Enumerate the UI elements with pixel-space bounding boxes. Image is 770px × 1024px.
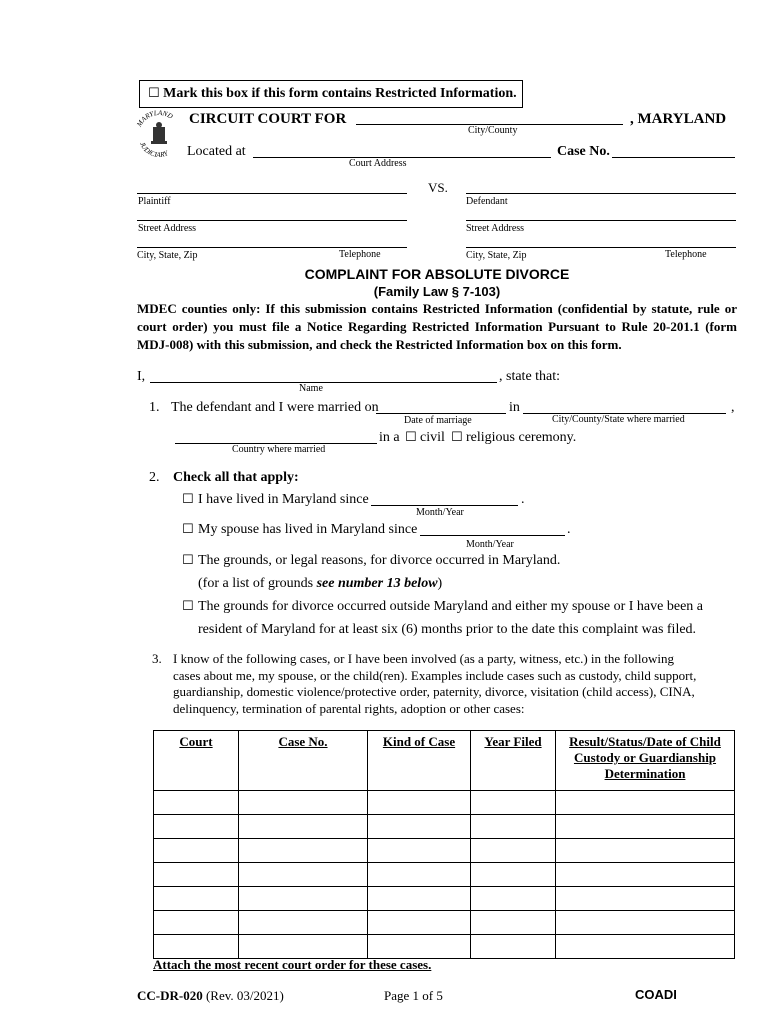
table-row bbox=[154, 839, 735, 863]
table-cell[interactable] bbox=[368, 863, 471, 887]
item1-in-label: in bbox=[509, 400, 520, 415]
court-address-caption: Court Address bbox=[349, 158, 407, 169]
lived-in-md-label: I have lived in Maryland since bbox=[198, 492, 369, 507]
lived-period: . bbox=[521, 492, 525, 507]
plaintiff-city-caption: City, State, Zip bbox=[137, 250, 198, 261]
marriage-date-field[interactable] bbox=[376, 413, 506, 414]
spouse-lived-checkbox[interactable]: ☐ bbox=[182, 522, 194, 537]
plaintiff-telephone-caption: Telephone bbox=[339, 249, 381, 260]
table-cell[interactable] bbox=[556, 863, 735, 887]
table-cell[interactable] bbox=[239, 815, 368, 839]
name-caption: Name bbox=[299, 383, 323, 394]
table-cell[interactable] bbox=[556, 887, 735, 911]
table-cell[interactable] bbox=[368, 911, 471, 935]
table-cell[interactable] bbox=[154, 839, 239, 863]
svg-text:MARYLAND bbox=[135, 109, 174, 129]
restricted-info-box[interactable] bbox=[139, 80, 523, 108]
form-subtitle: (Family Law § 7-103) bbox=[373, 284, 501, 299]
attach-order-note: Attach the most recent court order for these cases. bbox=[153, 957, 432, 972]
seal-bottom-text: JUDICIARY bbox=[137, 140, 170, 160]
item1-text: The defendant and I were married on bbox=[171, 400, 379, 415]
table-cell[interactable] bbox=[471, 863, 556, 887]
i-label: I, bbox=[137, 369, 146, 384]
table-row bbox=[154, 911, 735, 935]
form-id: CC-DR-020 bbox=[137, 988, 203, 1003]
month-year-caption-1: Month/Year bbox=[416, 507, 464, 518]
item1-number: 1. bbox=[149, 400, 160, 415]
table-cell[interactable] bbox=[154, 791, 239, 815]
civil-checkbox[interactable]: ☐ bbox=[405, 430, 417, 445]
plaintiff-caption: Plaintiff bbox=[138, 196, 171, 207]
case-no-label: Case No. bbox=[557, 144, 610, 159]
located-at-label: Located at bbox=[187, 144, 246, 159]
form-code: COADI bbox=[635, 987, 677, 1002]
defendant-field[interactable] bbox=[466, 193, 736, 194]
table-cell[interactable] bbox=[471, 839, 556, 863]
table-cell[interactable] bbox=[154, 911, 239, 935]
col-kind-of-case: Kind of Case bbox=[368, 731, 471, 791]
table-cell[interactable] bbox=[471, 935, 556, 959]
item1-comma: , bbox=[731, 400, 735, 415]
table-cell[interactable] bbox=[368, 935, 471, 959]
grounds-outside-md-checkbox[interactable]: ☐ bbox=[182, 599, 194, 614]
religious-label: religious ceremony. bbox=[466, 430, 577, 445]
table-cell[interactable] bbox=[556, 815, 735, 839]
table-cell[interactable] bbox=[556, 839, 735, 863]
table-cell[interactable] bbox=[471, 887, 556, 911]
table-row bbox=[154, 863, 735, 887]
table-cell[interactable] bbox=[471, 791, 556, 815]
marriage-place-caption: City/County/State where married bbox=[552, 414, 685, 425]
col-court: Court bbox=[154, 731, 239, 791]
restricted-checkbox[interactable]: ☐ bbox=[148, 86, 160, 101]
col-case-no: Case No. bbox=[239, 731, 368, 791]
defendant-city-field[interactable] bbox=[466, 247, 736, 248]
item2-number: 2. bbox=[149, 470, 160, 485]
plaintiff-street-field[interactable] bbox=[137, 220, 407, 221]
table-cell[interactable] bbox=[154, 887, 239, 911]
form-id-footer bbox=[137, 988, 284, 1004]
table-cell[interactable] bbox=[154, 863, 239, 887]
table-cell[interactable] bbox=[556, 791, 735, 815]
spouse-period: . bbox=[567, 522, 571, 537]
table-cell[interactable] bbox=[239, 839, 368, 863]
table-row bbox=[154, 815, 735, 839]
table-cell[interactable] bbox=[239, 863, 368, 887]
defendant-city-caption: City, State, Zip bbox=[466, 250, 527, 261]
circuit-court-label: CIRCUIT COURT FOR bbox=[189, 111, 347, 127]
maryland-label: , MARYLAND bbox=[630, 111, 727, 127]
marriage-country-caption: Country where married bbox=[232, 444, 326, 455]
item2-heading: Check all that apply: bbox=[173, 470, 299, 485]
table-cell[interactable] bbox=[239, 935, 368, 959]
col-result-status: Result/Status/Date of Child Custody or Guardianship Determination bbox=[556, 731, 735, 791]
grounds-outside-md-label: The grounds for divorce occurred outside Maryland and either my spouse or I have been a bbox=[198, 599, 703, 614]
table-cell[interactable] bbox=[368, 815, 471, 839]
table-cell[interactable] bbox=[239, 887, 368, 911]
item3-text: I know of the following cases, or I have been involved (as a party, witness, etc.) in the following cases about me, my spouse, or the child(ren). Examples include cases such as custody, child support, guardianship, domestic violence/protective order, paternity, divorce, visitation (child access), CINA, delinquency, termination of parental rights, adoption or other cases: bbox=[173, 651, 697, 716]
table-row bbox=[154, 887, 735, 911]
table-cell[interactable] bbox=[556, 935, 735, 959]
table-cell[interactable] bbox=[368, 887, 471, 911]
mdec-notice: MDEC counties only: If this submission contains Restricted Information (confidential by statute, rule or court order) you must file a Notice Regarding Restricted Information Pursuant to Rule 20-201.1 (form MDJ-008) with this submission, and check the Restricted Information box on this form. bbox=[137, 301, 737, 352]
spouse-lived-label: My spouse has lived in Maryland since bbox=[198, 522, 418, 537]
table-cell[interactable] bbox=[154, 935, 239, 959]
spouse-lived-date-field[interactable] bbox=[420, 535, 565, 536]
table-cell[interactable] bbox=[471, 815, 556, 839]
grounds-outside-md-label-cont: resident of Maryland for at least six (6) months prior to the date this complaint was filed. bbox=[198, 622, 697, 637]
religious-checkbox[interactable]: ☐ bbox=[451, 430, 463, 445]
item3-number: 3. bbox=[152, 651, 162, 666]
defendant-caption: Defendant bbox=[466, 196, 508, 207]
case-no-field[interactable] bbox=[612, 157, 735, 158]
item1-in-a-label: in a bbox=[379, 430, 400, 445]
restricted-label: Mark this box if this form contains Restricted Information. bbox=[163, 86, 517, 101]
lived-in-md-checkbox[interactable]: ☐ bbox=[182, 492, 194, 507]
table-header-row bbox=[154, 731, 735, 791]
lived-in-md-date-field[interactable] bbox=[371, 505, 518, 506]
table-cell[interactable] bbox=[239, 791, 368, 815]
defendant-telephone-caption: Telephone bbox=[665, 249, 707, 260]
civil-label: civil bbox=[420, 430, 445, 445]
month-year-caption-2: Month/Year bbox=[466, 539, 514, 550]
name-field[interactable] bbox=[150, 382, 497, 383]
col-year-filed: Year Filed bbox=[471, 731, 556, 791]
form-title: COMPLAINT FOR ABSOLUTE DIVORCE bbox=[304, 266, 570, 282]
table-cell[interactable] bbox=[154, 815, 239, 839]
see-number-13-link: see number 13 below bbox=[316, 576, 438, 591]
cases-table bbox=[153, 730, 735, 959]
plaintiff-city-field[interactable] bbox=[137, 247, 407, 248]
table-cell[interactable] bbox=[556, 911, 735, 935]
city-county-caption: City/County bbox=[468, 125, 518, 136]
grounds-note: (for a list of grounds see number 13 below) bbox=[198, 576, 443, 591]
state-that-label: , state that: bbox=[499, 369, 561, 384]
seal-top-text: MARYLAND bbox=[135, 109, 175, 129]
marriage-date-caption: Date of marriage bbox=[404, 415, 472, 426]
table-cell[interactable] bbox=[368, 791, 471, 815]
maryland-judiciary-seal-icon bbox=[133, 109, 185, 161]
grounds-in-md-label: The grounds, or legal reasons, for divorce occurred in Maryland. bbox=[198, 553, 561, 568]
table-cell[interactable] bbox=[471, 911, 556, 935]
form-revision: (Rev. 03/2021) bbox=[205, 988, 284, 1003]
vs-label: VS. bbox=[428, 180, 448, 195]
page-number: Page 1 of 5 bbox=[384, 988, 443, 1003]
defendant-street-field[interactable] bbox=[466, 220, 736, 221]
grounds-in-md-checkbox[interactable]: ☐ bbox=[182, 553, 194, 568]
defendant-street-caption: Street Address bbox=[466, 223, 525, 234]
table-row bbox=[154, 791, 735, 815]
table-cell[interactable] bbox=[368, 839, 471, 863]
plaintiff-field[interactable] bbox=[137, 193, 407, 194]
table-row bbox=[154, 935, 735, 959]
table-cell[interactable] bbox=[239, 911, 368, 935]
plaintiff-street-caption: Street Address bbox=[138, 223, 197, 234]
